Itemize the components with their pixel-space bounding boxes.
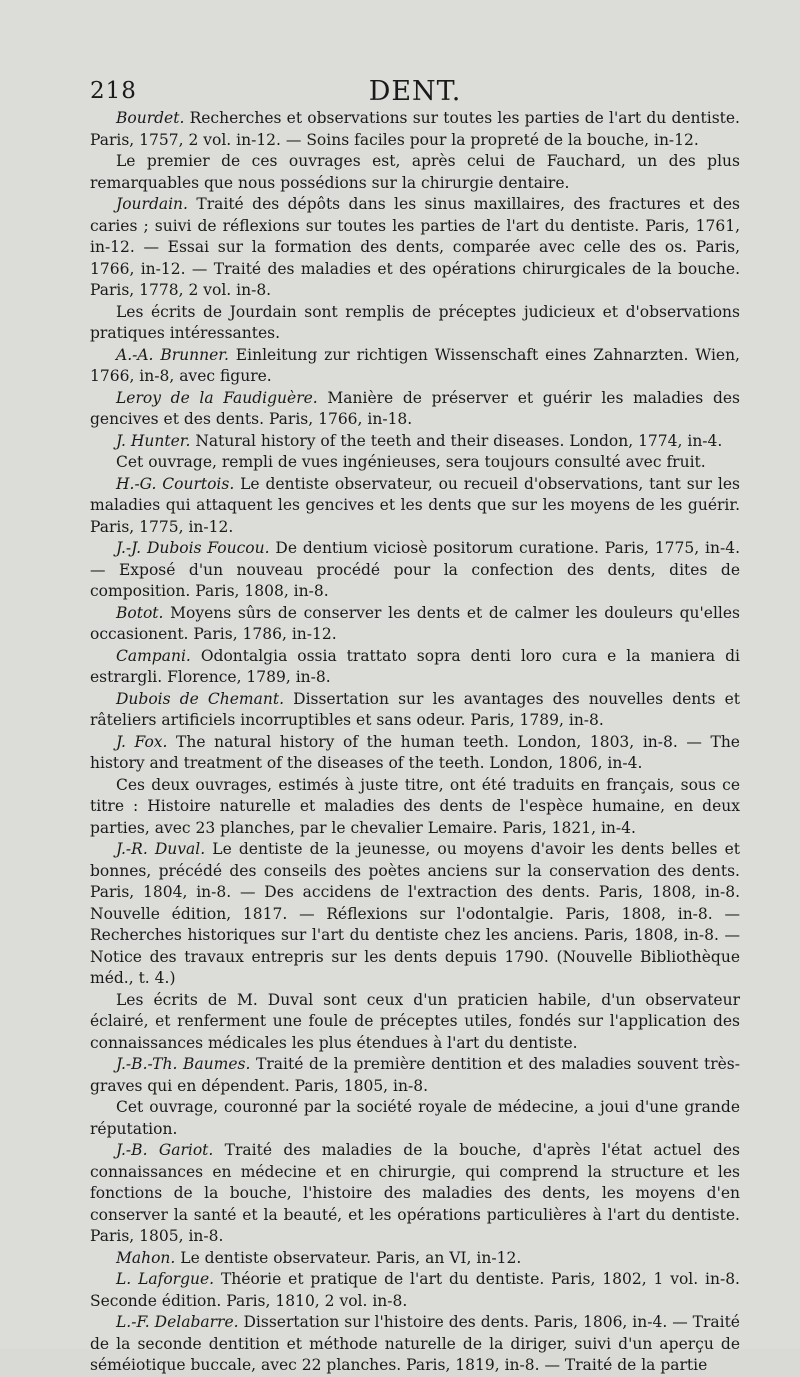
entry-author: Mahon.	[116, 1248, 176, 1267]
entry-text: Les écrits de M. Duval sont ceux d'un praticien habile, d'un observateur éclairé, et renferment une foule de préceptes utiles, fondés sur l'application des connaissances médicales les plus étendues à l'art du dentiste.	[90, 990, 740, 1052]
entry-text: Traité de la première dentition et des maladies souvent très-graves qui en dépendent. Paris, 1805, in-8.	[90, 1055, 740, 1095]
entry-text: De dentium viciosè positorum curatione. Paris, 1775, in-4. — Exposé d'un nouveau procédé pour la confection des dents, dites de composition. Paris, 1808, in-8.	[90, 539, 741, 600]
page-header	[90, 0, 740, 108]
entry-text: Dissertation sur les avantages des nouvelles dents et râteliers artificiels incorruptibles et sans odeur. Paris, 1789, in-8.	[90, 689, 740, 729]
bibliography-entry	[90, 646, 740, 689]
bibliography-entry	[90, 1140, 740, 1248]
bibliography-entry	[90, 452, 740, 474]
bibliography-entry	[90, 1269, 740, 1312]
bibliography-entry	[90, 345, 740, 388]
bibliography-entry	[90, 839, 740, 990]
entry-author: J.-R. Duval.	[116, 840, 206, 858]
entry-text: Recherches et observations sur toutes les parties de l'art du dentiste. Paris, 1757, 2 vol. in-12. — Soins faciles pour la propreté de la bouche, in-12.	[90, 109, 740, 149]
bibliography-entry	[90, 603, 740, 646]
bibliography-entry	[90, 431, 740, 453]
entry-author: J.-B.-Th. Baumes.	[116, 1055, 251, 1073]
page-number: 218	[90, 78, 137, 104]
entry-text: Le dentiste observateur. Paris, an VI, in-12.	[175, 1248, 522, 1267]
bibliography-entry	[90, 151, 740, 194]
entry-author: Bourdet.	[116, 109, 185, 127]
entry-text: Le premier de ces ouvrages est, après celui de Fauchard, un des plus remarquables que nous possédions sur la chirurgie dentaire.	[90, 152, 740, 192]
entry-text: Ces deux ouvrages, estimés à juste titre, ont été traduits en français, sous ce titre : Histoire naturelle et maladies des dents de l'espèce humaine, en deux parties, avec 23 planches, par le chevalier Lemaire. Paris, 1821, in-4.	[90, 775, 740, 837]
entry-author: L. Laforgue.	[116, 1270, 215, 1288]
bibliography-entry	[90, 194, 740, 302]
entry-text: Natural history of the teeth and their diseases. London, 1774, in-4.	[190, 431, 723, 450]
bibliography-entry	[90, 538, 740, 603]
entry-text: Manière de préserver et guérir les maladies des gencives et des dents. Paris, 1766, in-18.	[90, 388, 740, 428]
entry-author: A.-A. Brunner.	[116, 345, 229, 364]
entry-author: L.-F. Delabarre.	[116, 1313, 239, 1331]
entry-text: Théorie et pratique de l'art du dentiste. Paris, 1802, 1 vol. in-8. Seconde édition. Paris, 1810, 2 vol. in-8.	[90, 1270, 740, 1310]
bibliography-entry	[90, 1054, 740, 1097]
bibliography-entry	[90, 689, 740, 732]
entry-author: Leroy de la Faudiguère.	[116, 388, 318, 407]
bibliography-entry	[90, 990, 740, 1055]
bibliography-entry	[90, 1248, 740, 1270]
bibliography-entry	[90, 108, 740, 151]
entry-text: Traité des maladies de la bouche, d'après l'état actuel des connaissances en médecine et en chirurgie, qui comprend la structure et les fonctions de la bouche, l'histoire des maladies des dents, les moyens d'en conserver la santé et la beauté, et les opérations particulières à l'art du dentiste. Paris, 1805, in-8.	[90, 1141, 740, 1245]
entry-text: Moyens sûrs de conserver les dents et de calmer les douleurs qu'elles occasionent. Paris, 1786, in-12.	[90, 603, 740, 643]
entry-author: J. Hunter.	[116, 431, 191, 450]
bibliography-text	[90, 108, 740, 1377]
bibliography-entry	[90, 474, 740, 539]
bibliography-entry	[90, 1312, 740, 1377]
bibliography-entry	[90, 302, 740, 345]
entry-text: Dissertation sur l'histoire des dents. Paris, 1806, in-4. — Traité de la seconde dentition et méthode naturelle de la diriger, suivi d'un aperçu de séméiotique buccale, avec 22 planches. Paris, 1819, in-8. — Traité de la partie	[90, 1313, 740, 1374]
entry-text: Le dentiste observateur, ou recueil d'observations, tant sur les maladies qui attaquent les gencives et les dents que sur les moyens de les guérir. Paris, 1775, in-12.	[90, 474, 740, 536]
entry-text: Le dentiste de la jeunesse, ou moyens d'avoir les dents belles et bonnes, précédé des conseils des poètes anciens sur la conservation des dents. Paris, 1804, in-8. — Des accidens de l'extraction des dents. Paris, 1808, in-8. Nouvelle édition, 1817. — Réflexions sur l'odontalgie. Paris, 1808, in-8. — Recherches historiques sur l'art du dentiste chez les anciens. Paris, 1808, in-8. — Notice des travaux entrepris sur les dents depuis 1790. (Nouvelle Bibliothèque méd., t. 4.)	[90, 840, 740, 987]
entry-text: Cet ouvrage, couronné par la société royale de médecine, a joui d'une grande réputation.	[90, 1098, 740, 1138]
bibliography-entry	[90, 732, 740, 775]
entry-author: J. Fox.	[116, 732, 168, 751]
entry-author: Jourdain.	[116, 195, 188, 213]
entry-author: Dubois de Chemant.	[116, 689, 285, 708]
bibliography-entry	[90, 1097, 740, 1140]
entry-text: Cet ouvrage, rempli de vues ingénieuses, sera toujours consulté avec fruit.	[116, 453, 706, 471]
bibliography-entry	[90, 388, 740, 431]
entry-author: J.-B. Gariot.	[116, 1141, 214, 1159]
bibliography-entry	[90, 775, 740, 840]
entry-text: Les écrits de Jourdain sont remplis de préceptes judicieux et d'observations pratiques intéressantes.	[90, 302, 740, 342]
entry-text: Einleitung zur richtigen Wissenschaft eines Zahnarzten. Wien, 1766, in-8, avec figure.	[90, 345, 740, 385]
entry-text: Traité des dépôts dans les sinus maxillaires, des fractures et des caries ; suivi de réflexions sur toutes les parties de l'art du dentiste. Paris, 1761, in-12. — Essai sur la formation des dents, comparée avec celle des os. Paris, 1766, in-12. — Traité des maladies et des opérations chirurgicales de la bouche. Paris, 1778, 2 vol. in-8.	[90, 195, 740, 299]
entry-author: J.-J. Dubois Foucou.	[116, 539, 270, 557]
entry-author: H.-G. Courtois.	[116, 474, 235, 493]
entry-text: Odontalgia ossia trattato sopra denti loro cura e la maniera di estrargli. Florence, 1789, in-8.	[90, 646, 740, 686]
running-title: DENT.	[368, 76, 462, 107]
entry-author: Campani.	[116, 646, 191, 665]
entry-text: The natural history of the human teeth. London, 1803, in-8. — The history and treatment of the diseases of the teeth. London, 1806, in-4.	[90, 732, 740, 772]
entry-author: Botot.	[116, 603, 164, 622]
